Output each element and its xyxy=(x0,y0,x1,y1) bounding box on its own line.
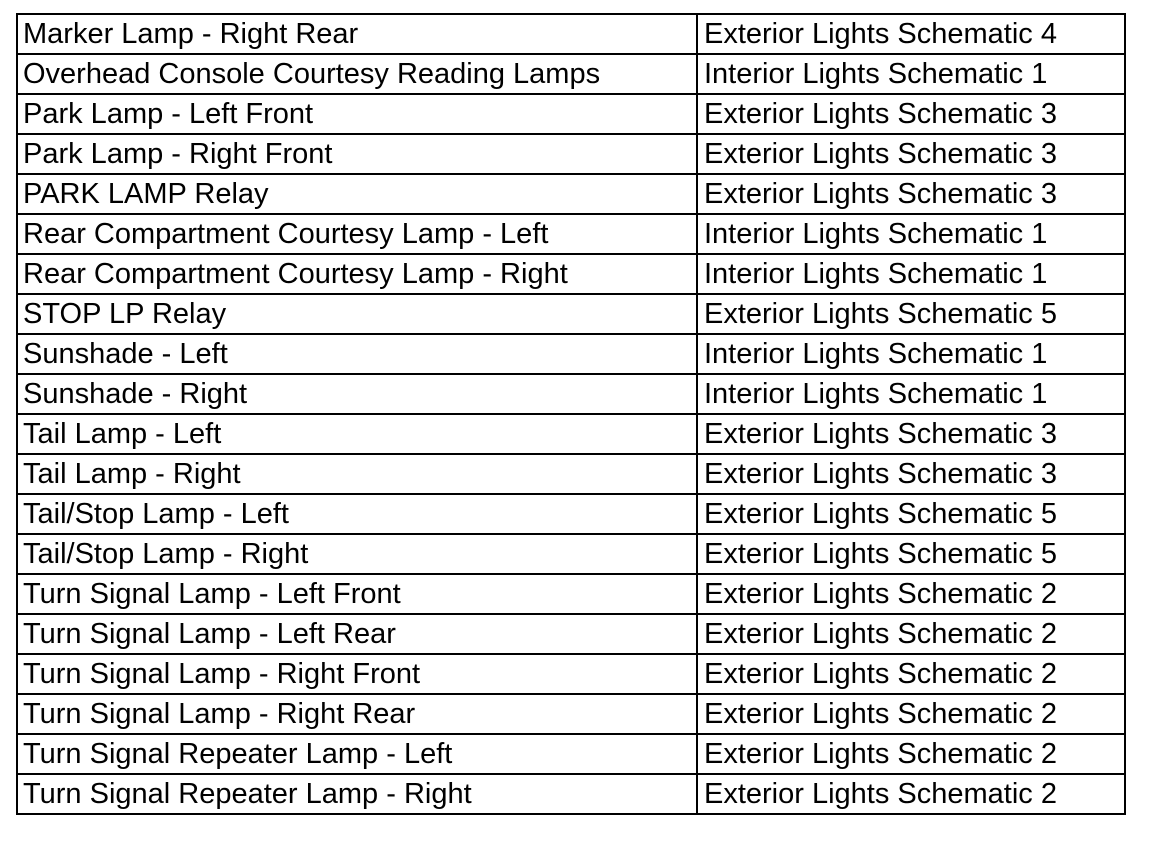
component-name-cell: Sunshade - Right xyxy=(17,374,697,414)
table-row xyxy=(17,774,1125,814)
table-row xyxy=(17,614,1125,654)
component-name-cell: Park Lamp - Left Front xyxy=(17,94,697,134)
component-name-cell: Tail Lamp - Left xyxy=(17,414,697,454)
schematic-reference-cell: Exterior Lights Schematic 2 xyxy=(697,694,1125,734)
schematic-reference-cell: Exterior Lights Schematic 3 xyxy=(697,174,1125,214)
schematic-reference-cell: Exterior Lights Schematic 5 xyxy=(697,294,1125,334)
schematic-reference-cell: Exterior Lights Schematic 4 xyxy=(697,14,1125,54)
table-row xyxy=(17,654,1125,694)
schematic-reference-cell: Exterior Lights Schematic 5 xyxy=(697,494,1125,534)
table-row xyxy=(17,294,1125,334)
schematic-reference-cell: Exterior Lights Schematic 3 xyxy=(697,454,1125,494)
schematic-reference-cell: Exterior Lights Schematic 2 xyxy=(697,614,1125,654)
component-name-cell: Marker Lamp - Right Rear xyxy=(17,14,697,54)
table-row xyxy=(17,94,1125,134)
component-location-table-container xyxy=(16,13,1126,815)
schematic-reference-cell: Exterior Lights Schematic 5 xyxy=(697,534,1125,574)
schematic-reference-cell: Interior Lights Schematic 1 xyxy=(697,374,1125,414)
schematic-reference-cell: Interior Lights Schematic 1 xyxy=(697,334,1125,374)
table-row xyxy=(17,334,1125,374)
component-name-cell: Tail/Stop Lamp - Left xyxy=(17,494,697,534)
component-name-cell: Overhead Console Courtesy Reading Lamps xyxy=(17,54,697,94)
table-row xyxy=(17,174,1125,214)
table-row xyxy=(17,134,1125,174)
component-name-cell: Rear Compartment Courtesy Lamp - Left xyxy=(17,214,697,254)
component-name-cell: Rear Compartment Courtesy Lamp - Right xyxy=(17,254,697,294)
table-body xyxy=(17,14,1125,814)
table-row xyxy=(17,14,1125,54)
schematic-reference-cell: Exterior Lights Schematic 2 xyxy=(697,734,1125,774)
table-row xyxy=(17,454,1125,494)
schematic-reference-cell: Interior Lights Schematic 1 xyxy=(697,254,1125,294)
table-row xyxy=(17,414,1125,454)
table-row xyxy=(17,494,1125,534)
component-name-cell: Turn Signal Lamp - Left Front xyxy=(17,574,697,614)
component-name-cell: Tail Lamp - Right xyxy=(17,454,697,494)
schematic-reference-cell: Exterior Lights Schematic 2 xyxy=(697,654,1125,694)
schematic-reference-cell: Exterior Lights Schematic 3 xyxy=(697,134,1125,174)
table-row xyxy=(17,734,1125,774)
component-schematic-table xyxy=(16,13,1126,815)
component-name-cell: Sunshade - Left xyxy=(17,334,697,374)
schematic-reference-cell: Exterior Lights Schematic 2 xyxy=(697,574,1125,614)
schematic-reference-cell: Exterior Lights Schematic 3 xyxy=(697,414,1125,454)
table-row xyxy=(17,694,1125,734)
component-name-cell: Turn Signal Repeater Lamp - Left xyxy=(17,734,697,774)
table-row xyxy=(17,374,1125,414)
component-name-cell: STOP LP Relay xyxy=(17,294,697,334)
table-row xyxy=(17,254,1125,294)
table-row xyxy=(17,534,1125,574)
component-name-cell: Turn Signal Lamp - Right Front xyxy=(17,654,697,694)
table-row xyxy=(17,54,1125,94)
schematic-reference-cell: Exterior Lights Schematic 3 xyxy=(697,94,1125,134)
component-name-cell: Park Lamp - Right Front xyxy=(17,134,697,174)
component-name-cell: Turn Signal Repeater Lamp - Right xyxy=(17,774,697,814)
component-name-cell: Turn Signal Lamp - Right Rear xyxy=(17,694,697,734)
component-name-cell: PARK LAMP Relay xyxy=(17,174,697,214)
schematic-reference-cell: Interior Lights Schematic 1 xyxy=(697,214,1125,254)
schematic-reference-cell: Exterior Lights Schematic 2 xyxy=(697,774,1125,814)
component-name-cell: Tail/Stop Lamp - Right xyxy=(17,534,697,574)
table-row xyxy=(17,574,1125,614)
table-row xyxy=(17,214,1125,254)
component-name-cell: Turn Signal Lamp - Left Rear xyxy=(17,614,697,654)
schematic-reference-cell: Interior Lights Schematic 1 xyxy=(697,54,1125,94)
